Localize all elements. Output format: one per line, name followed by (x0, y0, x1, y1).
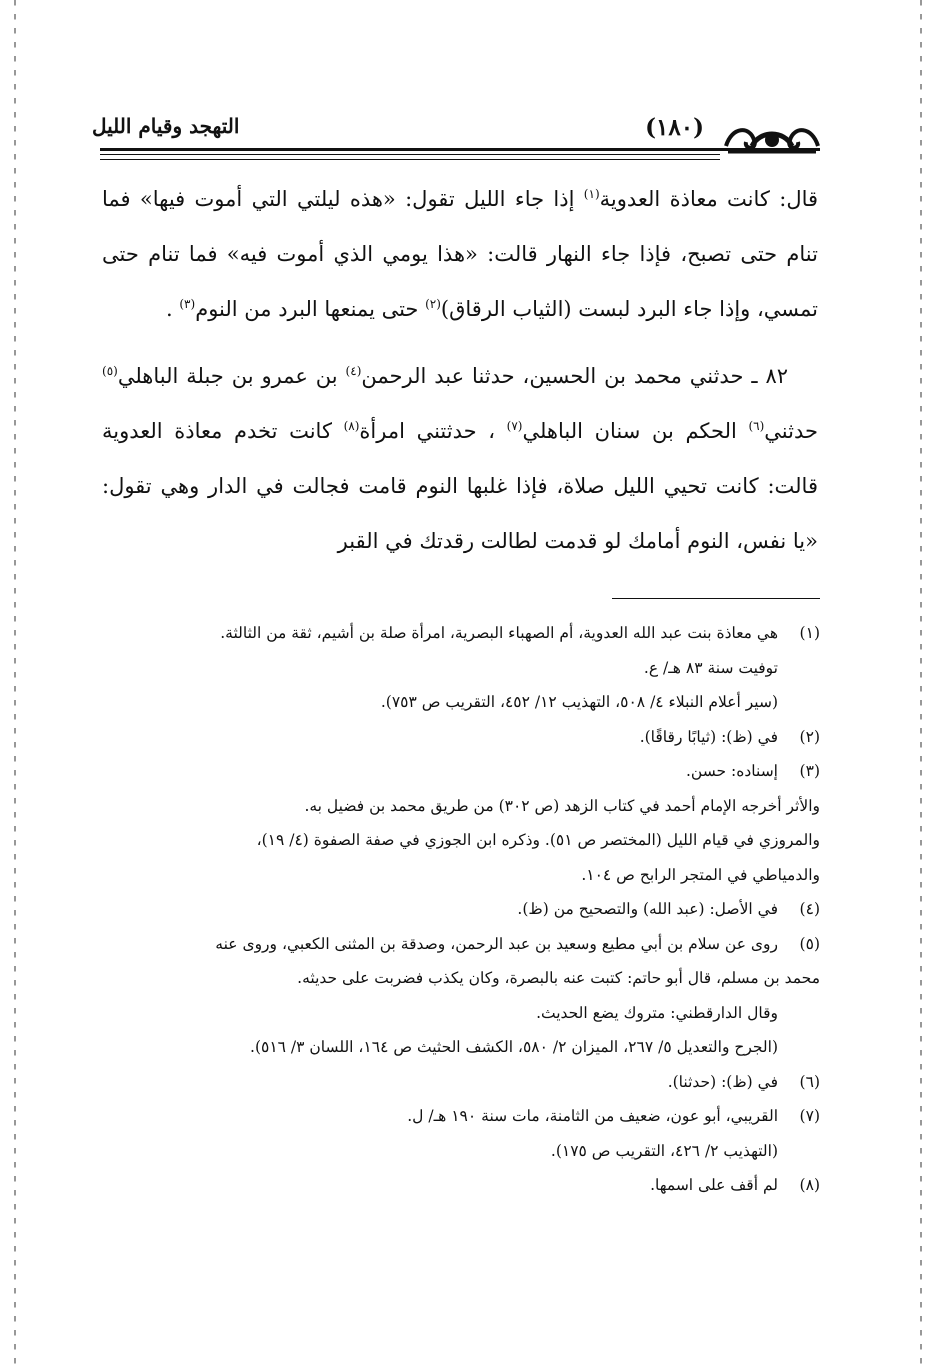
footnote-line: والأثر أخرجه الإمام أحمد في كتاب الزهد (ص ٣٠٢) من طريق محمد بن فضيل به. (304, 796, 820, 815)
footnote-line: القريبي، أبو عون، ضعيف من الثامنة، مات سنة ١٩٠ هـ/ ل. (407, 1107, 778, 1125)
footnote-6 (104, 1065, 820, 1100)
page-number: (١٨٠) (645, 114, 704, 141)
footnote-number: (٦) (799, 1072, 820, 1091)
footnote-line: في (ظ): (ثيابًا رقاقًا). (639, 727, 778, 746)
header-rule-thin-2 (100, 159, 720, 160)
footnote-line: والدمياطي في المتجر الرابح ص ١٠٤. (581, 865, 820, 884)
left-margin-dots (14, 0, 16, 1369)
footnote-5-continuation (104, 961, 820, 1065)
footnote-number: (٨) (799, 1176, 820, 1194)
footnote-ref: (٦) (748, 419, 765, 433)
paragraph-1 (102, 172, 818, 337)
footnote-2 (104, 720, 820, 755)
text-run: . (166, 297, 180, 321)
footnote-separator (612, 598, 820, 599)
footnote-ref: (٢) (425, 297, 441, 311)
footnote-ref: (٨) (343, 419, 360, 433)
text-run: كانت تخدم معاذة العدوية قالت: كانت تحيي الليل صلاة، فإذا غلبها النوم قامت فجالت في الدار وهي تقول: «يا نفس، النوم أمامك لو قدمت لطالت رقدتك في القبر (102, 419, 818, 553)
right-margin-dots (920, 0, 922, 1369)
footnote-8 (104, 1168, 820, 1203)
footnote-number: (٤) (799, 900, 820, 918)
footnote-number: (٥) (799, 934, 820, 953)
text-run: ٨٢ ـ حدثني محمد بن الحسين، حدثنا عبد الرحمن (361, 364, 788, 388)
footnote-3 (104, 754, 820, 789)
footnote-ref: (٣) (179, 297, 196, 311)
footnote-line: توفيت سنة ٨٣ هـ/ ع. (643, 658, 778, 677)
footnote-line: والمروزي في قيام الليل (المختصر ص ٥١). وذكره ابن الجوزي في صفة الصفوة (٤/ ١٩)، (256, 831, 820, 849)
page-header (92, 100, 822, 155)
footnote-line: في الأصل: (عبد الله) والتصحيح من (ظ). (517, 900, 778, 918)
footnotes (104, 616, 820, 1203)
text-run: ، حدثتني امرأة (359, 419, 507, 443)
footnote-number: (١) (799, 624, 820, 642)
footnote-3-continuation (104, 789, 820, 893)
footnote-line: هي معاذة بنت عبد الله العدوية، أم الصهباء البصرية، امرأة صلة بن أشيم، ثقة من الثالثة. (220, 624, 778, 642)
main-text (102, 172, 818, 569)
footnote-line: إسناده: حسن. (685, 762, 778, 780)
footnote-line: وقال الدارقطني: متروك يضع الحديث. (536, 1003, 778, 1022)
header-rule-thin (100, 154, 720, 155)
footnote-number: (٣) (799, 762, 820, 780)
text-run: إذا جاء الليل تقول: «هذه ليلتي التي أموت فيها» فما تنام حتى تصبح، فإذا جاء النهار قالت: «هذا يومي الذي أموت فيه» فما تنام حتى تمسي، وإذا جاء البرد لبست (الثياب الرقاق) (102, 187, 818, 321)
text-run: بن عمرو بن جبلة الباهلي (117, 364, 346, 388)
footnote-line: (التهذيب ٢/ ٤٢٦، التقريب ص ١٧٥). (550, 1141, 778, 1160)
footnote-7 (104, 1099, 820, 1168)
text-run: الحكم بن سنان الباهلي (522, 419, 749, 443)
header-rule-thick (100, 148, 820, 151)
paragraph-2 (102, 349, 818, 569)
footnote-ref: (٤) (345, 364, 362, 378)
footnote-1 (104, 616, 820, 720)
footnote-line: (سير أعلام النبلاء ٤/ ٥٠٨، التهذيب ١٢/ ٤٥٢، التقريب ص ٧٥٣). (380, 693, 778, 711)
text-run: حدثني (764, 419, 818, 443)
footnote-line: روى عن سلام بن أبي مطيع وسعيد بن عبد الرحمن، وصدقة بن المثنى الكعبي، وروى عنه (215, 934, 778, 953)
footnote-number: (٢) (799, 727, 820, 746)
text-run: قال: كانت معاذة العدوية (599, 187, 819, 211)
text-run: حتى يمنعها البرد من النوم (195, 297, 426, 321)
footnote-ref: (٧) (506, 419, 523, 433)
footnote-line: في (ظ): (حدثنا). (667, 1072, 778, 1091)
running-title: التهجد وقيام الليل (92, 114, 240, 138)
footnote-line: لم أقف على اسمها. (650, 1176, 778, 1194)
footnote-line: محمد بن مسلم، قال أبو حاتم: كتبت عنه بالبصرة، وكان يكذب فضربت على حديثه. (297, 969, 820, 987)
footnote-number: (٧) (799, 1107, 820, 1125)
footnote-line: (الجرح والتعديل ٥/ ٢٦٧، الميزان ٢/ ٥٨٠، الكشف الحثيث ص ١٦٤، اللسان ٣/ ٥١٦). (250, 1038, 778, 1056)
footnote-4 (104, 892, 820, 927)
footnote-5 (104, 927, 820, 962)
footnote-ref: (١) (583, 187, 600, 201)
footnote-ref: (٥) (102, 364, 118, 378)
